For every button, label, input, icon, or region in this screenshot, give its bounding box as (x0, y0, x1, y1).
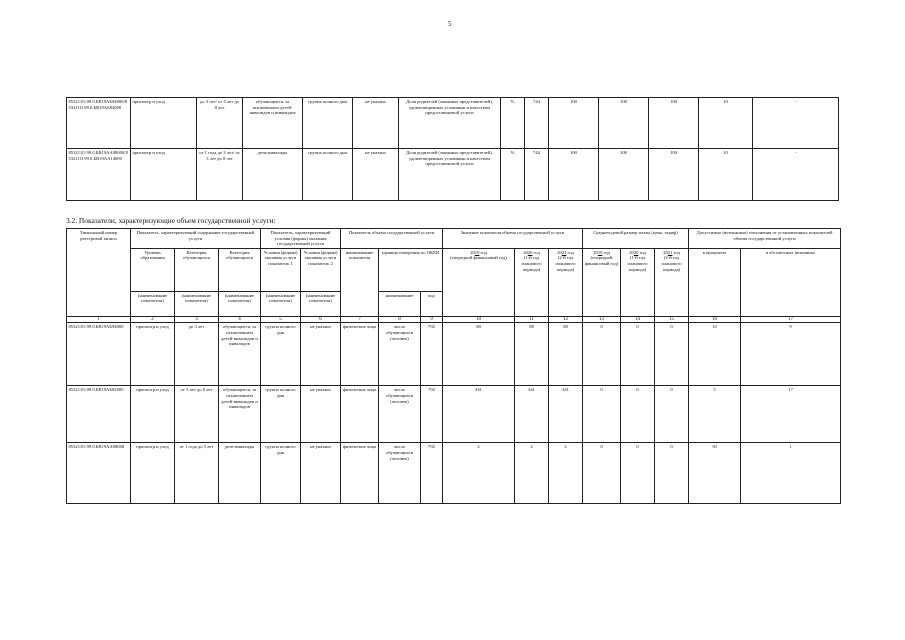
fee-2019: 0 (583, 323, 621, 386)
year-desc: (2-й год планового периода) (661, 255, 682, 272)
year-suffix: год (533, 249, 540, 255)
registry-code: 853211О.99.0.БВ19АА08000 (67, 443, 131, 504)
value-2020: 341 (515, 386, 549, 443)
col-num: 1 (67, 316, 131, 323)
col-num: 6 (301, 316, 341, 323)
col-num: 5 (261, 316, 301, 323)
year-2021-header (549, 248, 583, 316)
service-form: группа полного дня (303, 149, 353, 201)
value-year2: 100 (599, 149, 649, 201)
unit-group-header: единица измерения по ОКЕИ (379, 248, 443, 291)
service-condition: не указано (353, 98, 399, 149)
okei-code: 792 (421, 386, 443, 443)
col-num: 14 (621, 316, 655, 323)
name-label: (наименование показателя) (301, 291, 341, 316)
year-suffix: год (603, 249, 610, 255)
condition-form-header: Условия (формы) оказания услуги показатель 1 (261, 248, 301, 291)
col-num: 10 (443, 316, 515, 323)
value-year3: 100 (649, 98, 699, 149)
deviation-absolute: 1 (741, 443, 841, 504)
year-value: 21 (667, 249, 673, 255)
student-category: обучающиеся, за исключением детей-инвалидов и инвалидов (219, 323, 261, 386)
value-year2: 100 (599, 98, 649, 149)
col-num: 15 (655, 316, 689, 323)
year-prefix: 20 (629, 249, 634, 255)
student-category: дети-инвалиды (219, 443, 261, 504)
service-content: присмотр и уход (131, 443, 175, 504)
volume-group-header: Показатель объема государственной услуги (341, 229, 443, 249)
name-label: (наименование показателя) (131, 291, 175, 316)
volume-indicator: физические лица (341, 323, 379, 386)
service-content: присмотр и уход (131, 386, 175, 443)
col-num: 12 (549, 316, 583, 323)
deviation-absolute: 9 (741, 323, 841, 386)
table-row (67, 323, 841, 386)
year-desc: (очередной финансовый год) (584, 255, 619, 266)
deviation-percent: 50 (689, 443, 741, 504)
value-2019: 88 (443, 323, 515, 386)
fee-2020: 0 (621, 323, 655, 386)
deviation-absolute: - (753, 98, 839, 149)
category-header: Категория обучающихся (175, 248, 219, 291)
service-form: группа полного дня (303, 98, 353, 149)
col-num: 8 (379, 316, 421, 323)
table-row (67, 98, 839, 149)
unit-name: число обучающихся (человек) (379, 386, 421, 443)
registry-header: Уникальный номер реестровой записи (67, 229, 131, 317)
age-group: до 3 лет (175, 323, 219, 386)
student-category: обучающиеся, за исключением детей-инвалидов и инвалидов (243, 98, 303, 149)
table-row (67, 386, 841, 443)
value-2020: 2 (515, 443, 549, 504)
registry-code: 853211О.99.0.БВ19АА08000/853211О.99.0.БВ19АА14000 (67, 149, 131, 201)
year-desc: (2-й год планового периода) (555, 255, 576, 272)
value-2021: 341 (549, 386, 583, 443)
absolute-header: в абсолютных величинах (741, 248, 841, 316)
service-condition: не указано (353, 149, 399, 201)
year-suffix: год (639, 249, 646, 255)
deviation-percent: 10 (699, 149, 753, 201)
col-num: 7 (341, 316, 379, 323)
value-group-header: Значение показателя объема государственной услуги (443, 229, 583, 249)
okei-code: 744 (525, 149, 549, 201)
volume-indicator: физические лица (341, 443, 379, 504)
deviation-absolute: - (753, 149, 839, 201)
student-category: обучающиеся, за исключением детей-инвалидов и инвалидов (219, 386, 261, 443)
year-desc: (очередной финансовый год) (450, 255, 507, 261)
service-content: присмотр и уход (131, 323, 175, 386)
year-value: 19 (474, 249, 480, 255)
deviation-percent: 10 (699, 98, 753, 149)
col-num: 3 (175, 316, 219, 323)
year-prefix: 20 (523, 249, 528, 255)
year-value: 21 (561, 249, 567, 255)
section-title: 3.2. Показатели, характеризующие объем государственной услуги: (66, 216, 276, 225)
col-num: 9 (421, 316, 443, 323)
year-prefix: 20 (470, 249, 475, 255)
year-value: 20 (527, 249, 533, 255)
year-prefix: 20 (663, 249, 668, 255)
value-2021: 88 (549, 323, 583, 386)
col-num: 2 (131, 316, 175, 323)
condition-group-header: Показатель, характеризующий условия (формы) оказания государственной услуги (261, 229, 341, 249)
indicator-name-header: наименование показателя (341, 248, 379, 316)
service-content: присмотр и уход (131, 98, 197, 149)
page-number: 5 (448, 20, 452, 28)
service-condition: не указано (301, 323, 341, 386)
year-desc: (1-й год планового периода) (521, 255, 542, 272)
registry-code: 853211О.99.0.БВ19АБ82000 (67, 386, 131, 443)
year-2020-header (515, 248, 549, 316)
volume-indicators-table (66, 228, 841, 504)
value-2019: 341 (443, 386, 515, 443)
service-condition: не указано (301, 386, 341, 443)
condition-form-header-2: Условия (формы) оказания услуги показатель 2 (301, 248, 341, 291)
header-row (67, 229, 841, 249)
table-row (67, 443, 841, 504)
fee-2020: 0 (621, 443, 655, 504)
service-condition: не указано (301, 443, 341, 504)
col-num: 11 (515, 316, 549, 323)
quality-indicators-table (66, 97, 839, 201)
unit: % (501, 98, 525, 149)
service-form: группа полного дня (261, 386, 301, 443)
year-prefix: 20 (593, 249, 598, 255)
registry-code: 853211О.99.0.БВ19АБ94000 (67, 323, 131, 386)
volume-indicator: физические лица (341, 386, 379, 443)
deviation-group-header: Допустимые (возможные) отклонения от установленных показателей объема государственной услуги (689, 229, 841, 249)
deviation-absolute: 17 (741, 386, 841, 443)
value-2019: 2 (443, 443, 515, 504)
header-row (67, 248, 841, 291)
column-number-row (67, 316, 841, 323)
value-2020: 88 (515, 323, 549, 386)
fee-2021: 0 (655, 323, 689, 386)
value-year3: 100 (649, 149, 699, 201)
table-row (67, 149, 839, 201)
name-label: (наименование показателя) (175, 291, 219, 316)
name-label: (наименование показателя) (219, 291, 261, 316)
value-2021: 2 (549, 443, 583, 504)
unit-name-header: наименование (379, 291, 421, 316)
col-num: 4 (219, 316, 261, 323)
age-group: от 3 лет до 8 лет (175, 386, 219, 443)
fee-2020-header (621, 248, 655, 316)
value-year1: 100 (549, 149, 599, 201)
fee-group-header: Среднегодовой размер платы (цена, тариф) (583, 229, 689, 249)
quality-indicator: Доля родителей (законных представителей), удовлетворенных условиями и качеством предоставляемой услуги (399, 149, 501, 201)
student-category: дети-инвалиды (243, 149, 303, 201)
fee-2021: 0 (655, 386, 689, 443)
unit-code-header: код (421, 291, 443, 316)
year-suffix: год (567, 249, 574, 255)
col-num: 16 (689, 316, 741, 323)
year-desc: (1-й год планового периода) (627, 255, 648, 272)
percent-header: в процентах (689, 248, 741, 316)
year-2019-header (443, 248, 515, 316)
col-num: 17 (741, 316, 841, 323)
okei-code: 792 (421, 323, 443, 386)
registry-code: 853211О.99.0.БВ19АБ94000/853211О.99.0.БВ19АБ82000 (67, 98, 131, 149)
unit: % (501, 149, 525, 201)
fee-2019: 0 (583, 386, 621, 443)
unit-name: число обучающихся (человек) (379, 323, 421, 386)
okei-code: 792 (421, 443, 443, 504)
unit-name: число обучающихся (человек) (379, 443, 421, 504)
fee-2021-header (655, 248, 689, 316)
deviation-percent: 10 (689, 323, 741, 386)
year-suffix: год (673, 249, 680, 255)
value-year1: 100 (549, 98, 599, 149)
service-form: группа полного дня (261, 443, 301, 504)
year-suffix: год (480, 249, 487, 255)
category-header-2: Категория обучающихся (219, 248, 261, 291)
level-education-header: Уровень образования (131, 248, 175, 291)
fee-2019-header (583, 248, 621, 316)
quality-indicator: Доля родителей (законных представителей), удовлетворенных условиями и качеством предоставляемой услуги (399, 98, 501, 149)
year-value: 19 (597, 249, 603, 255)
fee-2019: 0 (583, 443, 621, 504)
deviation-percent: 5 (689, 386, 741, 443)
year-value: 20 (633, 249, 639, 255)
year-prefix: 20 (557, 249, 562, 255)
col-num: 13 (583, 316, 621, 323)
fee-2021: 0 (655, 443, 689, 504)
age-group: до 3 лет/ от 3 лет до 8 лет (197, 98, 243, 149)
content-group-header: Показатель, характеризующий содержание государственной услуги (131, 229, 261, 249)
service-content: присмотр и уход (131, 149, 197, 201)
name-label: (наименование показателя) (261, 291, 301, 316)
service-form: группа полного дня (261, 323, 301, 386)
age-group: от 1 года до 3 лет/ от 3 лет до 8 лет (197, 149, 243, 201)
fee-2020: 0 (621, 386, 655, 443)
okei-code: 744 (525, 98, 549, 149)
age-group: от 1 года до 3 лет (175, 443, 219, 504)
